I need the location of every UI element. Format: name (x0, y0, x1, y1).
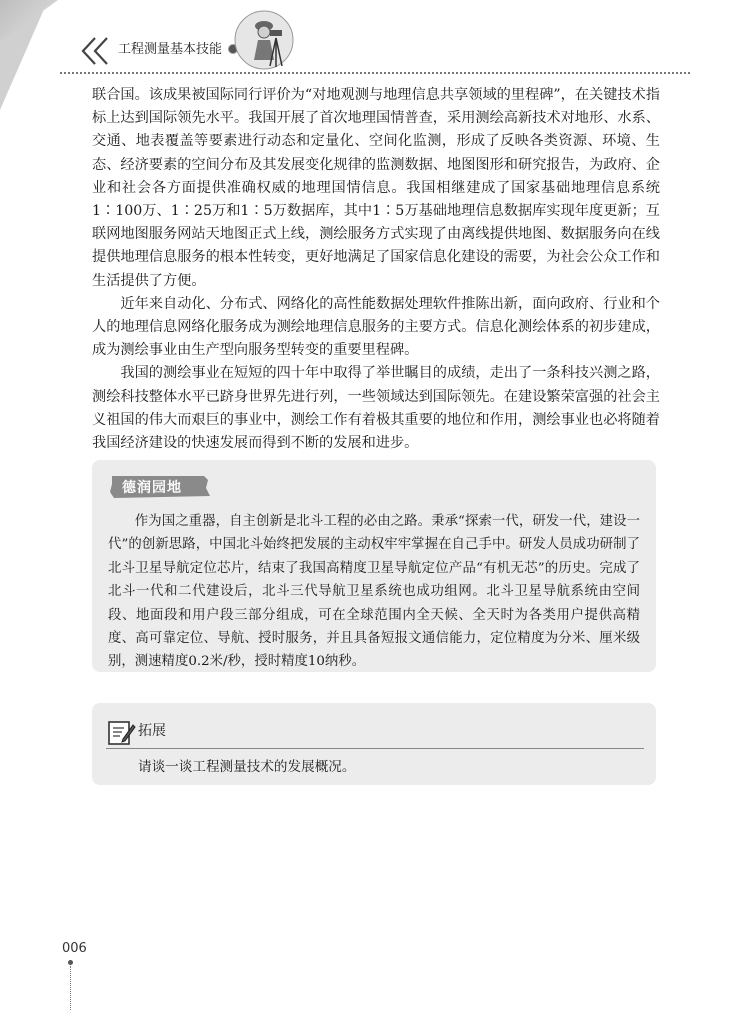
extension-title: 拓展 (138, 723, 166, 739)
deran-yuandi-panel (92, 460, 656, 672)
page-number-dot (68, 960, 73, 965)
deran-badge-label: 德润园地 (122, 480, 182, 496)
body-paragraph-2: 近年来自动化、分布式、网络化的高性能数据处理软件推陈出新，面向政府、行业和个人的地理信息网络化服务成为测绘地理信息服务的主要方式。信息化测绘体系的初步建成，成为测绘事业由生产型向服务型转变的重要里程碑。 (92, 295, 660, 359)
extension-divider (106, 748, 644, 749)
double-chevron-left-icon (78, 34, 112, 68)
body-paragraph-3: 我国的测绘事业在短短的四十年中取得了举世瞩目的成绩，走出了一条科技兴测之路，测绘科技整体水平已跻身世界先进行列，一些领域达到国际领先。在建设繁荣富强的社会主义祖国的伟大而艰巨的事业中，测绘工作有着极其重要的地位和作用，测绘事业也必将随着我国经济建设的快速发展而得到不断的发展和进步。 (92, 365, 660, 452)
running-header-title: 工程测量基本技能 (118, 42, 223, 57)
surveyor-illustration-icon (234, 10, 294, 72)
page-number: 006 (62, 941, 87, 956)
page-margin-dotted-line (70, 966, 71, 1010)
deran-paragraph: 作为国之重器，自主创新是北斗工程的必由之路。秉承“探索一代，研发一代，建设一代”的创新思路，中国北斗始终把发展的主动权牢牢掌握在自己手中。研发人员成功研制了北斗卫星导航定位芯片，结束了我国高精度卫星导航定位产品“有机无芯”的历史。完成了北斗一代和二代建设后，北斗三代导航卫星系统也成功组网。北斗卫星导航系统由空间段、地面段和用户段三部分组成，可在全球范围内全天候、全天时为各类用户提供高精度、高可靠定位、导航、授时服务，并且具备短报文通信能力，定位精度为分米、厘米级别，测速精度0.2米/秒，授时精度10纳秒。 (108, 514, 640, 670)
notebook-pen-icon (106, 717, 136, 747)
body-paragraph-1: 联合国。该成果被国际同行评价为“对地观测与地理信息共享领域的里程碑”，在关键技术指标上达到国际领先水平。我国开展了首次地理国情普查，采用测绘高新技术对地形、水系、交通、地表覆盖等要素进行动态和定量化、空间化监测，形成了反映各类资源、环境、生态、经济要素的空间分布及其发展变化规律的监测数据、地图图形和研究报告，为政府、企业和社会各方面提供准确权威的地理国情信息。我国相继建成了国家基础地理信息系统1∶100万、1∶25万和1∶5万数据库，其中1∶5万基础地理信息数据库实现年度更新；互联网地图服务网站天地图正式上线，测绘服务方式实现了由离线提供地图、数据服务向在线提供地理信息服务的根本性转变，更好地满足了国家信息化建设的需要，为社会公众工作和生活提供了方便。 (92, 87, 660, 289)
extension-question: 请谈一谈工程测量技术的发展概况。 (138, 759, 356, 775)
extension-panel (92, 703, 656, 785)
deran-text (108, 510, 640, 674)
main-body-text (92, 84, 660, 455)
header-dotted-divider (60, 72, 690, 74)
deran-badge (108, 474, 212, 500)
